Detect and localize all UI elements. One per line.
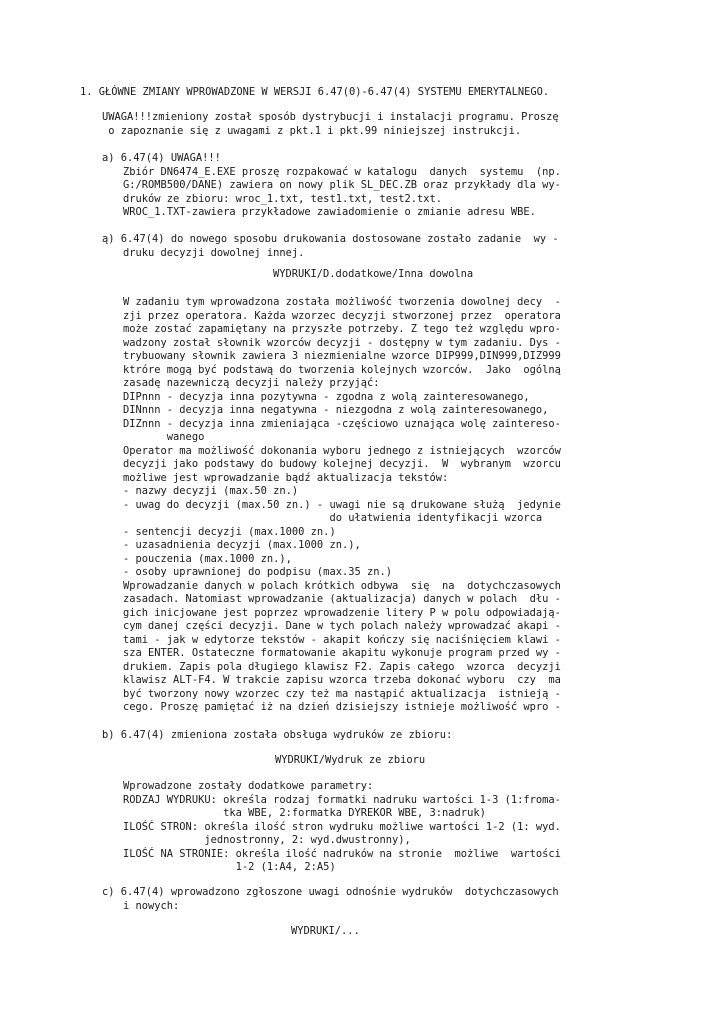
body-line: zasadach. Natomiast wprowadzanie (aktualizacja) danych w polach dłu -	[123, 593, 561, 605]
warning-line: o zapoznanie się z uwagami z pkt.1 i pkt.99 niniejszej instrukcji.	[102, 124, 522, 137]
body-line: - uzasadnienia decyzji (max.1000 zn.),	[123, 539, 361, 551]
item-c-line: i nowych:	[123, 899, 180, 912]
body-line: sza ENTER. Ostateczne formatowanie akapitu wykonuje program przed wy -	[123, 647, 561, 659]
body-line: trybuowany słownik zawiera 3 niezmienialne wzorce DIP999,DIN999,DIZ999	[123, 350, 561, 362]
body-line: klawisz ALT-F4. W trakcie zapisu wzorca trzeba dokonać wyboru czy ma	[123, 674, 561, 686]
item-c-heading: c) 6.47(4) wprowadzono zgłoszone uwagi odnośnie wydruków dotychczasowych	[102, 886, 559, 898]
body-line: Operator ma możliwość dokonania wyboru jednego z istniejących wzorców	[123, 444, 561, 457]
body-line: RODZAJ WYDRUKU: określa rodzaj formatki nadruku wartości 1-3 (1:froma-	[123, 793, 561, 806]
body-line: Wprowadzone zostały dodatkowe parametry:	[123, 780, 374, 792]
body-line: DIPnnn - decyzja inna pozytywna - zgodna z wolą zainteresowanego,	[123, 390, 530, 403]
item-a-line: Zbiór DN6474_E.EXE proszę rozpakować w katalogu danych systemu (np.	[123, 165, 561, 178]
item-a-line: WROC_1.TXT-zawiera przykładowe zawiadomienie o zmianie adresu WBE.	[123, 206, 536, 218]
body-line: zasadę nazewniczą decyzji należy przyjąć:	[123, 377, 380, 389]
body-line: ILOŚĆ STRON: określa ilość stron wydruku możliwe wartości 1-2 (1: wyd.	[123, 820, 561, 833]
menu-path: WYDRUKI/...	[291, 925, 360, 937]
body-line: gich inicjowane jest poprzez wprowadzenie litery P w polu odpowiadają-	[123, 606, 561, 619]
body-line: tka WBE, 2:formatka DYREKOR WBE, 3:nadruk)	[123, 807, 486, 819]
body-line: - uwag do decyzji (max.50 zn.) - uwagi nie są drukowane służą jedynie	[123, 498, 561, 511]
item-a2-heading: ą) 6.47(4) do nowego sposobu drukowania dostosowane zostało zadanie wy -	[102, 233, 559, 245]
body-line: tami - jak w edytorze tekstów - akapit kończy się naciśnięciem klawi -	[123, 633, 561, 646]
body-line: - sentencji decyzji (max.1000 zn.)	[123, 525, 336, 538]
body-line: jednostronny, 2: wyd.dwustronny),	[123, 834, 411, 846]
body-line: W zadaniu tym wprowadzona została możliwość tworzenia dowolnej decy -	[123, 296, 561, 308]
body-line: zji przez operatora. Każda wzorzec decyzji stworzonej przez operatora	[123, 309, 561, 322]
body-line: cym danej części decyzji. Dane w tych polach należy wprowadzać akapi -	[123, 620, 561, 632]
warning-line: UWAGA!!!zmieniony został sposób dystrybucji i instalacji programu. Proszę	[102, 111, 559, 123]
menu-path: WYDRUKI/Wydruk ze zbioru	[275, 754, 426, 766]
item-a-line: G:/ROMB500/DANE) zawiera on nowy plik SL_DEC.ZB oraz przykłady dla wy-	[123, 179, 561, 191]
item-a-heading: a) 6.47(4) UWAGA!!!	[102, 152, 221, 164]
body-line: DINnnn - decyzja inna negatywna - niezgodna z wolą zainteresowanego,	[123, 404, 549, 416]
menu-path: WYDRUKI/D.dodatkowe/Inna dowolna	[273, 268, 474, 280]
body-line: wanego	[123, 431, 205, 443]
body-line: może zostać zapamiętany na przyszłe potrzeby. Z tego też względu wpro-	[123, 323, 561, 335]
body-line: DIZnnn - decyzja inna zmieniająca -częściowo uznająca wolę zaintereso-	[123, 417, 561, 430]
body-line: drukiem. Zapis pola długiego klawisz F2. Zapis całego wzorca decyzji	[123, 660, 561, 673]
item-b-heading: b) 6.47(4) zmieniona została obsługa wydruków ze zbioru:	[102, 729, 453, 741]
body-line: być tworzony nowy wzorzec czy też ma nastąpić aktualizacja istnieją -	[123, 687, 561, 700]
body-line: wadzony został słownik wzorców decyzji - dostępny w tym zadaniu. Dys -	[123, 336, 561, 349]
body-line: Wprowadzanie danych w polach krótkich odbywa się na dotychczasowych	[123, 579, 561, 592]
item-a-line: druków ze zbioru: wroc_1.txt, test1.txt, test2.txt.	[123, 192, 443, 205]
body-line: cego. Proszę pamiętać iż na dzień dzisiejszy istnieje możliwość wpro -	[123, 701, 561, 713]
body-line: do ułatwienia identyfikacji wzorca	[123, 512, 543, 524]
section-heading: 1. GŁÓWNE ZMIANY WPROWADZONE W WERSJI 6.47(0)-6.47(4) SYSTEMU EMERYTALNEGO.	[80, 86, 550, 98]
item-a2-line: druku decyzji dowolnej innej.	[123, 246, 305, 259]
body-line: 1-2 (1:A4, 2:A5)	[123, 861, 336, 873]
body-line: ILOŚĆ NA STRONIE: określa ilość nadruków na stronie możliwe wartości	[123, 847, 561, 860]
body-line: - nazwy decyzji (max.50 zn.)	[123, 485, 299, 497]
body-line: decyzji jako podstawy do budowy kolejnej decyzji. W wybranym wzorcu	[123, 458, 561, 470]
body-line: - pouczenia (max.1000 zn.),	[123, 552, 292, 565]
body-line: ktróre mogą być podstawą do tworzenia kolejnych wzorców. Jako ogólną	[123, 363, 561, 376]
body-line: - osoby uprawnionej do podpisu (max.35 zn.)	[123, 566, 392, 578]
body-line: możliwe jest wprowadzanie bądź aktualizacja tekstów:	[123, 471, 449, 484]
